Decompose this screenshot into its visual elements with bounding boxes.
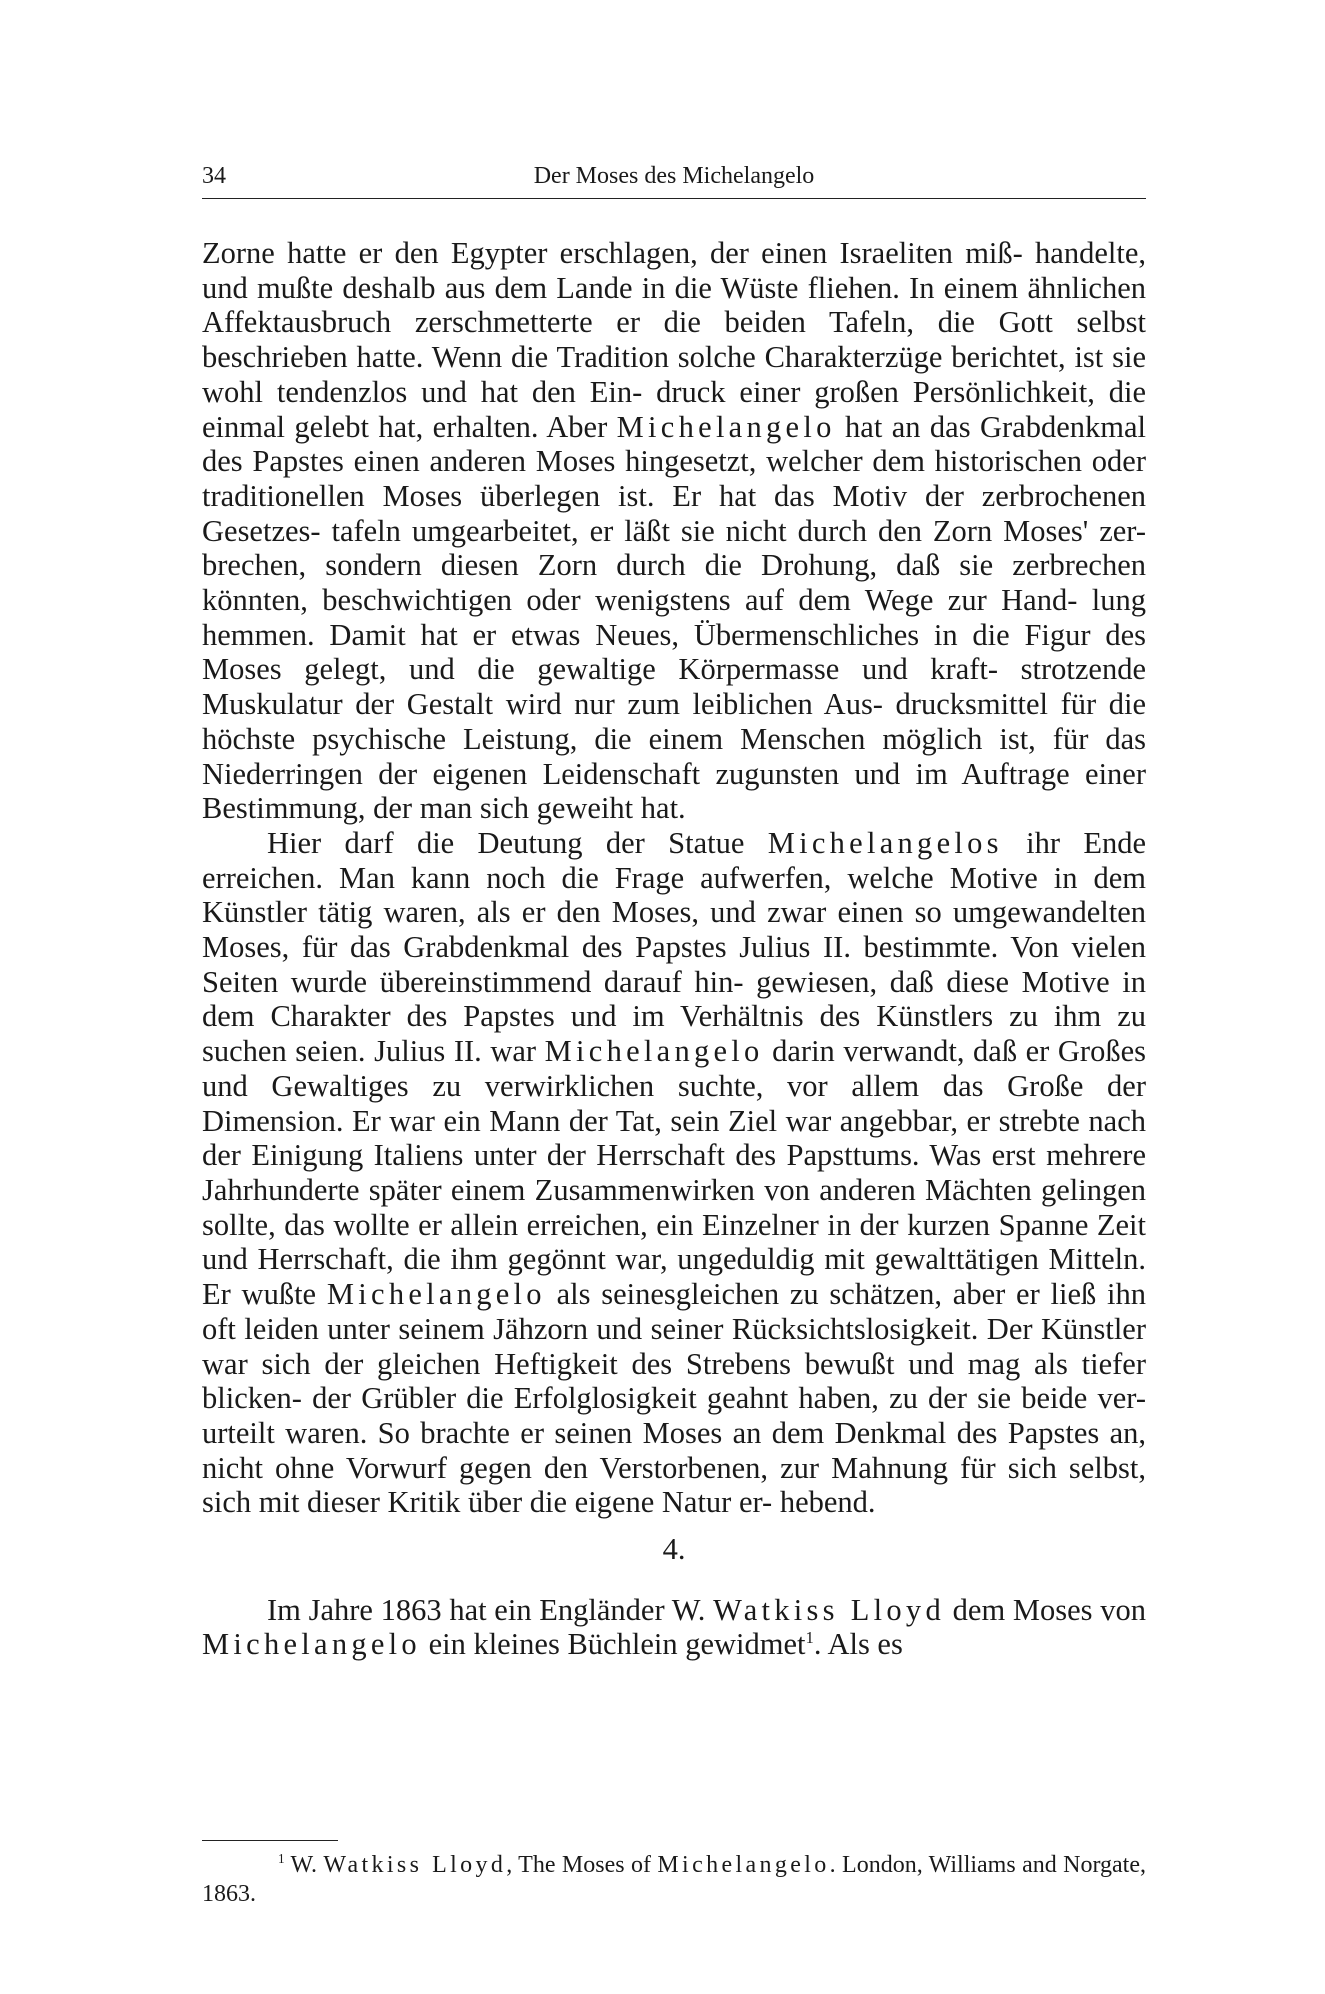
name-michelangelo-4: Michelangelo: [202, 1627, 421, 1662]
paragraph-2: [202, 826, 1146, 1520]
footnote-text-b: , The Moses of: [506, 1852, 658, 1878]
paragraph-3: [202, 1593, 1146, 1662]
footnote-reference[interactable]: 1: [805, 1628, 814, 1648]
name-michelangelo-2: Michelangelo: [544, 1034, 764, 1069]
paragraph-3-text-b: dem Moses von: [944, 1592, 1146, 1627]
body-text: [202, 236, 1146, 1662]
name-michelangelo: Michelangelo: [616, 409, 836, 444]
footnote-name-lloyd: Watkiss Lloyd: [323, 1852, 507, 1878]
running-head: [202, 160, 1146, 192]
paragraph-2-text-a: Hier darf die Deutung der Statue: [267, 825, 768, 860]
footnote-text-a: W.: [284, 1852, 324, 1878]
footnote-name-michelangelo: Michelangelo: [657, 1852, 830, 1878]
paragraph-1-text-b: Aber: [546, 409, 617, 444]
paragraph-3-text-d: . Als es: [813, 1627, 903, 1662]
paragraph-3-text-a: Im Jahre 1863 hat ein Engländer W.: [267, 1592, 714, 1627]
section-number: 4.: [662, 1532, 686, 1567]
running-title: Der Moses des Michelangelo: [533, 163, 815, 189]
page-number: 34: [202, 163, 226, 189]
paragraph-1-text-a: Zorne hatte er den Egypter erschlagen, der einen Israeliten miß- handelte, und mußte deshalb aus dem Lande in die Wüste fliehen. In einem ähnlichen Affektausbruch zerschmetterte er die beiden Tafeln, die Gott selbst beschrieben hatte. Wenn die Tradition solche Charakterzüge berichtet, ist sie wohl tendenzlos und hat den Ein- druck einer großen Persönlichkeit, die einmal gelebt hat, erhalten.: [202, 236, 1146, 444]
paragraph-2-text-d: als seinesgleichen zu schätzen, aber er ließ ihn oft leiden unter seinem Jähzorn und seiner Rücksichtslosigkeit. Der Künstler war sich der gleichen Heftigkeit des Strebens bewußt und mag als tiefer blicken- der Grübler die Erfolglosigkeit geahnt haben, zu der sie beide ver- urteilt waren. So brachte er seinen Moses an dem Denkmal des Papstes an, nicht ohne Vorwurf gegen den Verstorbenen, zur Mahnung für sich selbst, sich mit dieser Kritik über die eigene Natur er- hebend.: [202, 1277, 1146, 1520]
footnote-rule: [202, 1840, 338, 1841]
name-michelangelo-3: Michelangelo: [326, 1277, 546, 1312]
name-michelangelos: Michelangelos: [767, 825, 1003, 860]
paragraph-2-text-b: ihr Ende erreichen. Man kann noch die Frage aufwerfen, welche Motive in dem Künstler tätig waren, als er den Moses, und zwar einen so umgewandelten Moses, für das Grabdenkmal des Papstes Julius II. bestimmte. Von vielen Seiten wurde übereinstimmend darauf hin- gewiesen, daß diese Motive in dem Charakter des Papstes und im Verhältnis des Künstlers zu ihm zu suchen seien. Julius II. war: [202, 825, 1146, 1069]
footnote-text-c: . London, Williams and Norgate, 1863.: [202, 1852, 1146, 1907]
paragraph-1-text-c: hat an das Grabdenkmal des Papstes einen anderen Moses hingesetzt, welcher dem historischen oder traditionellen Moses überlegen ist. Er hat das Motiv der zerbrochenen Gesetzes- tafeln umgearbeitet, er läßt sie nicht durch den Zorn Moses' zer- brechen, sondern diesen Zorn durch die Drohung, daß sie zerbrechen könnten, beschwichtigen oder wenigstens auf dem Wege zur Hand- lung hemmen. Damit hat er etwas Neues, Übermenschliches in die Figur des Moses gelegt, und die gewaltige Körpermasse und kraft- strotzende Muskulatur der Gestalt wird nur zum leiblichen Aus- drucksmittel für die höchste psychische Leistung, die einem Menschen möglich ist, für das Niederringen der eigenen Leidenschaft zugunsten und im Auftrage einer Bestimmung, der man sich geweiht hat.: [202, 409, 1146, 826]
paragraph-1: [202, 236, 1146, 826]
name-watkiss-lloyd: Watkiss Lloyd: [713, 1592, 945, 1627]
paragraph-3-text-c: ein kleines Büchlein gewidmet: [420, 1627, 806, 1662]
footnote: [202, 1851, 1146, 1909]
paragraph-2-text-c: darin verwandt, daß er Großes und Gewaltiges zu verwirklichen suchte, vor allem das Große der Dimension. Er war ein Mann der Tat, sein Ziel war angebbar, er strebte nach der Einigung Italiens unter der Herrschaft des Papsttums. Was erst mehrere Jahrhunderte später einem Zusammenwirken von anderen Mächten gelingen sollte, das wollte er allein erreichen, ein Einzelner in der kurzen Spanne Zeit und Herrschaft, die ihm gegönnt war, ungeduldig mit gewalttätigen Mitteln. Er wußte: [202, 1034, 1146, 1312]
footnote-mark: 1: [278, 1851, 285, 1866]
header-rule: [202, 198, 1146, 199]
